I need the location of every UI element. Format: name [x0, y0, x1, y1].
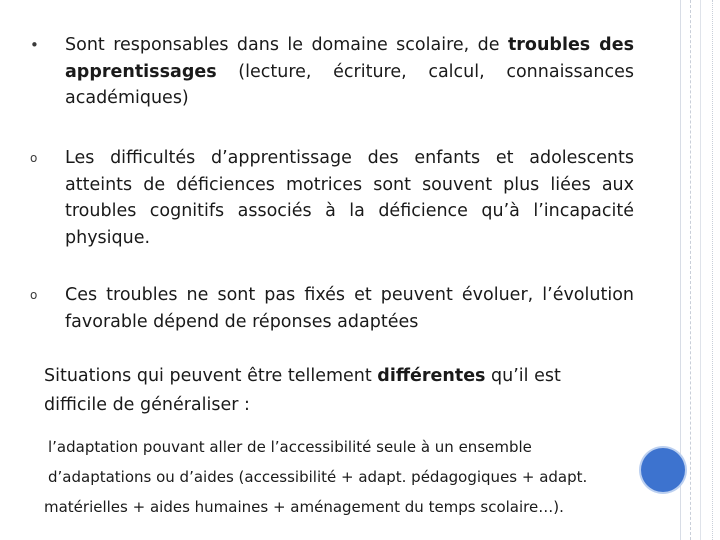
bullet-item-3: [30, 282, 634, 335]
frame-line: [712, 0, 713, 540]
bullet-text: Les difficultés d’apprentissage des enfants et adolescents atteints de déficiences motrices sont souvent plus liées aux troubles cognitifs associés à la déficience qu’à l’incapacité physique.: [65, 148, 634, 248]
bullet-text: Sont responsables dans le domaine scolaire, de troubles des apprentissages (lecture, écriture, calcul, connaissances académiques): [65, 35, 634, 108]
adaptation-details: [44, 432, 644, 522]
bullet-text: Ces troubles ne sont pas fixés et peuvent évoluer, l’évolution favorable dépend de réponses adaptées: [65, 285, 634, 332]
bullet-item-2: [30, 145, 634, 251]
detail-line-3: matérielles + aides humaines + aménagement du temps scolaire…).: [44, 498, 564, 516]
detail-line-1: l’adaptation pouvant aller de l’accessibilité seule à un ensemble: [48, 438, 532, 456]
frame-line: [690, 0, 691, 540]
frame-line: [700, 0, 701, 540]
bullet-item-1: [30, 32, 634, 112]
bullet-marker: •: [30, 36, 39, 54]
detail-line-2: d’adaptations ou d’aides (accessibilité + adapt. pédagogiques + adapt.: [48, 468, 588, 486]
decorative-blue-circle: [641, 448, 685, 492]
bold-term: troubles des apprentissages: [65, 35, 634, 82]
bullet-marker: o: [30, 288, 38, 302]
bold-term: différentes: [377, 366, 486, 386]
situations-paragraph: Situations qui peuvent être tellement différentes qu’il est difficile de généraliser :: [44, 366, 561, 415]
bullet-marker: o: [30, 151, 38, 165]
